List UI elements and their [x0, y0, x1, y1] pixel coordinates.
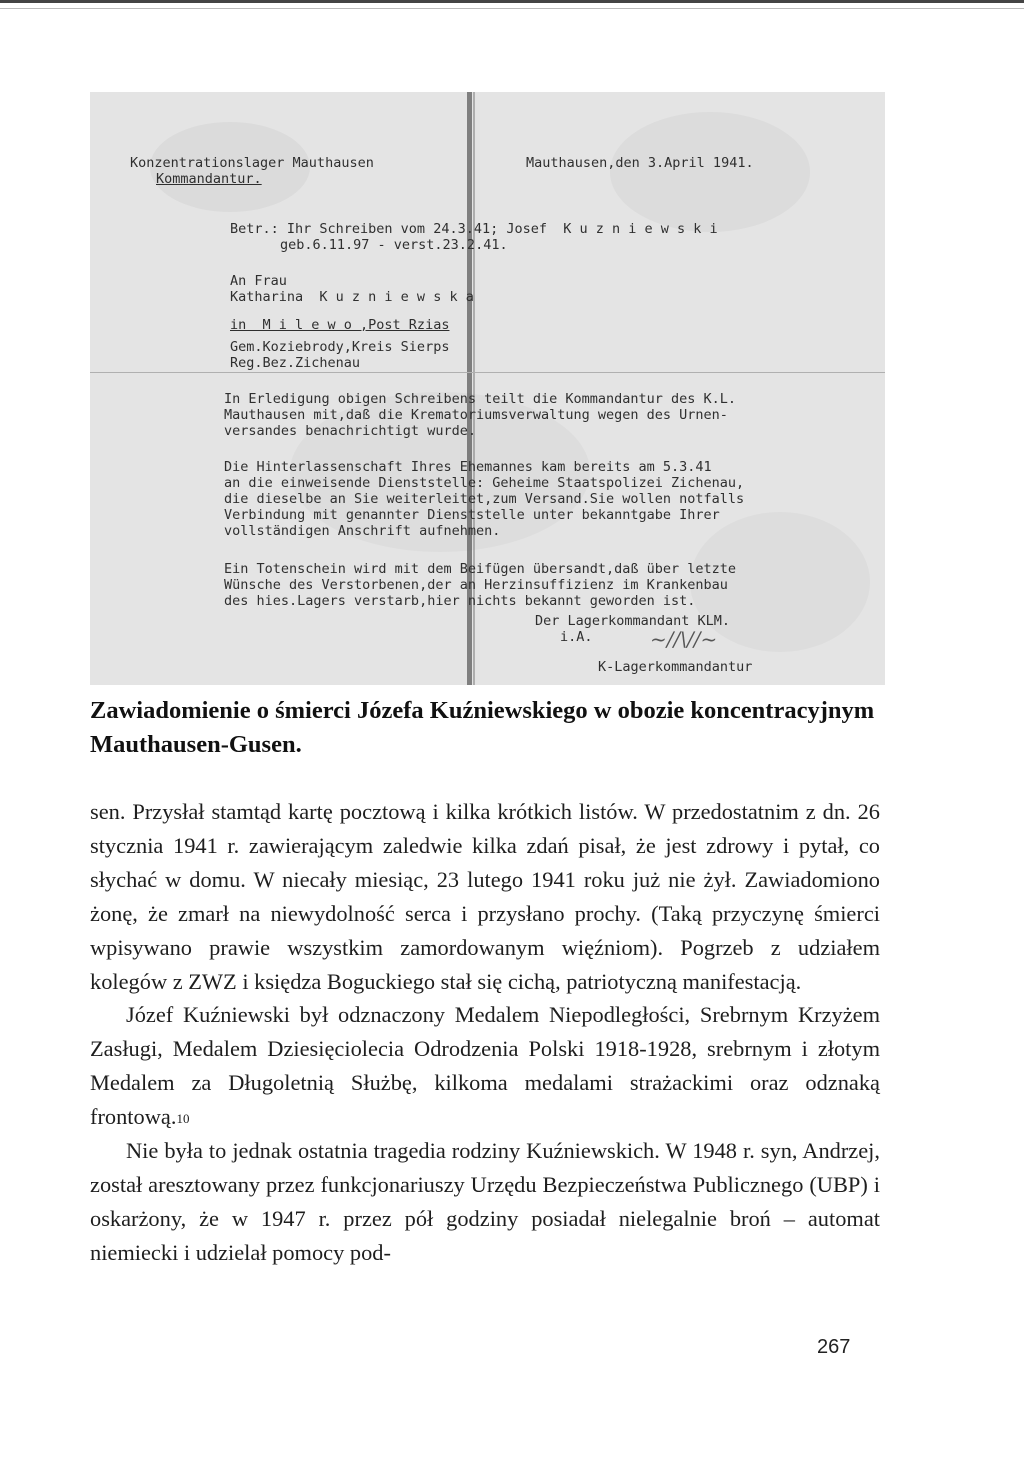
letter-address-3: in M i l e w o ,Post Rzias [230, 317, 450, 333]
body-paragraph-3: Nie była to jednak ostatnia tragedia rodziny Kuźniewskich. W 1948 r. syn, Andrzej, został aresztowany przez funkcjonariuszy Urzędu Bezpieczeństwa Publicznego (UBP) i oskarżony, że w 1947 r. przez pół godziny posiadał nielegalnie broń – automat niemiecki i udzielał pomocy pod- [90, 1138, 880, 1265]
letter-fold-horizontal [90, 372, 885, 373]
letter-p1-3: versandes benachrichtigt wurde. [224, 423, 476, 439]
top-rule-thin [0, 8, 1024, 9]
body-paragraph-1: sen. Przysłał stamtąd kartę pocztową i kilka krótkich listów. W przedostatnim z dn. 26 stycznia 1941 r. zawierającym zaledwie kilka zdań pisał, że jest zdrowy i pytał, co słychać w domu. W niecały miesiąc, 23 lutego 1941 roku już nie żył. Zawiadomiono żonę, że zmarł na niewydolność serca i przysłano prochy. (Taką przyczynę śmierci wpisywano prawie wszystkim zamordowanym więźniom). Pogrzeb z udziałem kolegów z ZWZ i księdza Boguckiego stał się cichą, patriotyczną manifestacją. [90, 799, 880, 994]
letter-address-2: Katharina K u z n i e w s k a [230, 289, 474, 305]
figure-caption: Zawiadomienie o śmierci Józefa Kuźniewskiego w obozie koncentracyjnym Mauthausen-Gusen. [90, 697, 875, 758]
letter-p2-1: Die Hinterlassenschaft Ihres Ehemannes kam bereits am 5.3.41 [224, 459, 712, 475]
body-text [90, 795, 880, 1270]
letter-sign-1: Der Lagerkommandant KLM. [535, 613, 731, 629]
letter-p3-3: des hies.Lagers verstarb,hier nichts bekannt geworden ist. [224, 593, 696, 609]
letter-p3-1: Ein Totenschein wird mit dem Beifügen übersandt,daß über letzte [224, 561, 737, 577]
letter-p3-2: Wünsche des Verstorbenen,der an Herzinsuffizienz im Krankenbau [224, 577, 728, 593]
letter-header-left-1: Konzentrationslager Mauthausen [130, 155, 374, 171]
letter-header-left-2: Kommandantur. [156, 171, 262, 187]
letter-p2-2: an die einweisende Dienststelle: Geheime Staatspolizei Zichenau, [224, 475, 745, 491]
letter-p2-4: Verbindung mit genannter Dienststelle unter bekanntgabe Ihrer [224, 507, 720, 523]
footnote-reference: 10 [176, 1111, 190, 1127]
letter-p2-3: die dieselbe an Sie weiterleitet,zum Versand.Sie wollen notfalls [224, 491, 745, 507]
signature-scribble: ~∕∕\∕∕~ [650, 627, 718, 651]
letter-header-right: Mauthausen,den 3.April 1941. [526, 155, 754, 171]
body-paragraph-2 [90, 998, 880, 1134]
letter-sign-2: i.A. [560, 629, 593, 645]
page-number: 267 [817, 1336, 851, 1358]
letter-p1-2: Mauthausen mit,daß die Krematoriumsverwaltung wegen des Urnen- [224, 407, 728, 423]
letter-address-5: Reg.Bez.Zichenau [230, 355, 361, 371]
letter-sign-3: K-Lagerkommandantur [598, 659, 753, 675]
letter-betr-1: Betr.: Ihr Schreiben vom 24.3.41; Josef K u z n i e w s k i [230, 221, 718, 237]
letter-betr-2: geb.6.11.97 - verst.23.2.41. [280, 237, 508, 253]
letter-address-1: An Frau [230, 273, 287, 289]
body-paragraph-2-text: Józef Kuźniewski był odznaczony Medalem Niepodległości, Srebrnym Krzyżem Zasługi, Medalem Dziesięciolecia Odrodzenia Polski 1918-1928, srebrnym i złotym Medalem za Długoletnią Służbę, kilkoma medalami strażackimi oraz odznaką frontową. [90, 1002, 880, 1130]
letter-p2-5: vollständigen Anschrift aufnehmen. [224, 523, 501, 539]
scanned-letter-image [90, 92, 885, 685]
letter-p1-1: In Erledigung obigen Schreibens teilt die Kommandantur des K.L. [224, 391, 737, 407]
letter-address-4: Gem.Koziebrody,Kreis Sierps [230, 339, 450, 355]
top-rule [0, 0, 1024, 3]
